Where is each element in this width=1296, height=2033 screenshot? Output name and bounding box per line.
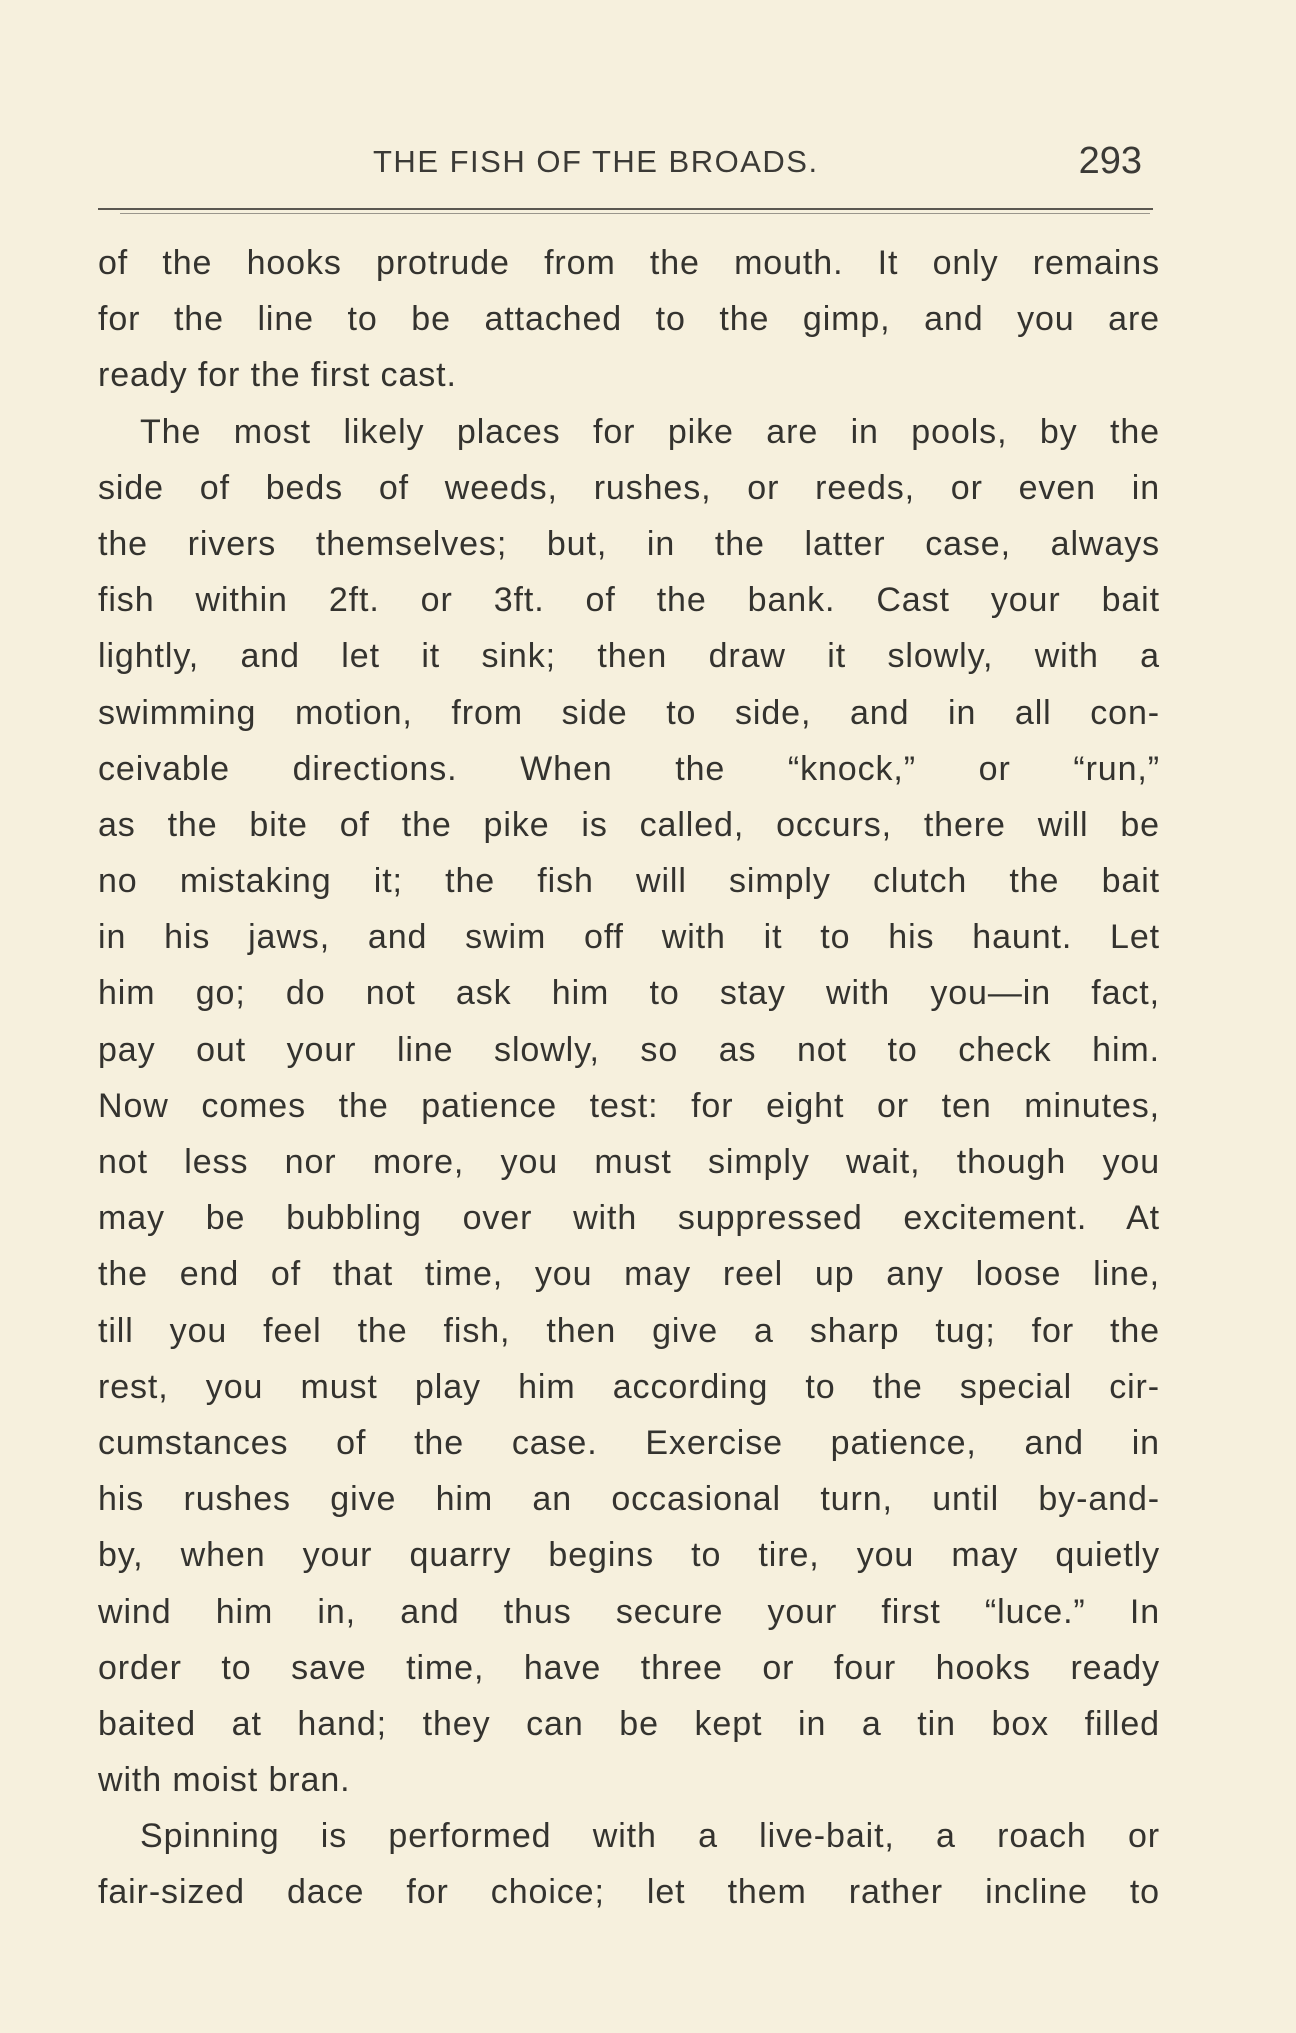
text-line: The most likely places for pike are in pools, by the — [140, 412, 1160, 451]
text-line: for the line to be attached to the gimp, and you are — [98, 300, 1160, 339]
text-line: ready for the first cast. — [98, 356, 457, 395]
text-line: Spinning is performed with a live-bait, a roach or — [140, 1817, 1160, 1856]
text-line: side of beds of weeds, rushes, or reeds, or even in — [98, 468, 1160, 507]
text-line: no mistaking it; the fish will simply clutch the bait — [98, 862, 1160, 901]
page-number: 293 — [1078, 140, 1142, 182]
text-line: by, when your quarry begins to tire, you may quietly — [98, 1536, 1160, 1575]
text-line: him go; do not ask him to stay with you—in fact, — [98, 974, 1160, 1013]
text-line: the rivers themselves; but, in the latter case, always — [98, 524, 1160, 563]
text-line: swimming motion, from side to side, and in all con- — [98, 693, 1160, 732]
header-rule-shadow — [120, 213, 1150, 214]
text-line: with moist bran. — [98, 1761, 351, 1800]
text-line: as the bite of the pike is called, occurs, there will be — [98, 805, 1160, 844]
text-line: rest, you must play him according to the special cir- — [98, 1367, 1160, 1406]
text-line: the end of that time, you may reel up any loose line, — [98, 1255, 1160, 1294]
text-line: not less nor more, you must simply wait, though you — [98, 1143, 1160, 1181]
text-line: wind him in, and thus secure your first “luce.” In — [98, 1592, 1160, 1631]
text-line: order to save time, have three or four hooks ready — [98, 1648, 1160, 1687]
text-line: may be bubbling over with suppressed excitement. At — [98, 1199, 1160, 1238]
page-header — [98, 140, 1162, 190]
text-line: in his jaws, and swim off with it to his haunt. Let — [98, 918, 1160, 957]
text-line: pay out your line slowly, so as not to check him. — [98, 1030, 1160, 1069]
header-rule — [98, 208, 1153, 210]
text-line: baited at hand; they can be kept in a tin box filled — [98, 1704, 1160, 1743]
text-line: Now comes the patience test: for eight or ten minutes, — [98, 1086, 1160, 1125]
text-line: cumstances of the case. Exercise patience, and in — [98, 1423, 1160, 1462]
text-line: of the hooks protrude from the mouth. It only remains — [98, 244, 1160, 282]
text-line: fair-sized dace for choice; let them rather incline to — [98, 1873, 1160, 1912]
body-text — [98, 235, 1160, 1921]
text-line: his rushes give him an occasional turn, until by-and- — [98, 1480, 1160, 1519]
text-line: fish within 2ft. or 3ft. of the bank. Cast your bait — [98, 581, 1160, 620]
text-line: ceivable directions. When the “knock,” or “run,” — [98, 749, 1160, 788]
text-line: till you feel the fish, then give a sharp tug; for the — [98, 1311, 1160, 1350]
running-title: THE FISH OF THE BROADS. — [373, 144, 819, 179]
text-line: lightly, and let it sink; then draw it slowly, with a — [98, 637, 1160, 676]
